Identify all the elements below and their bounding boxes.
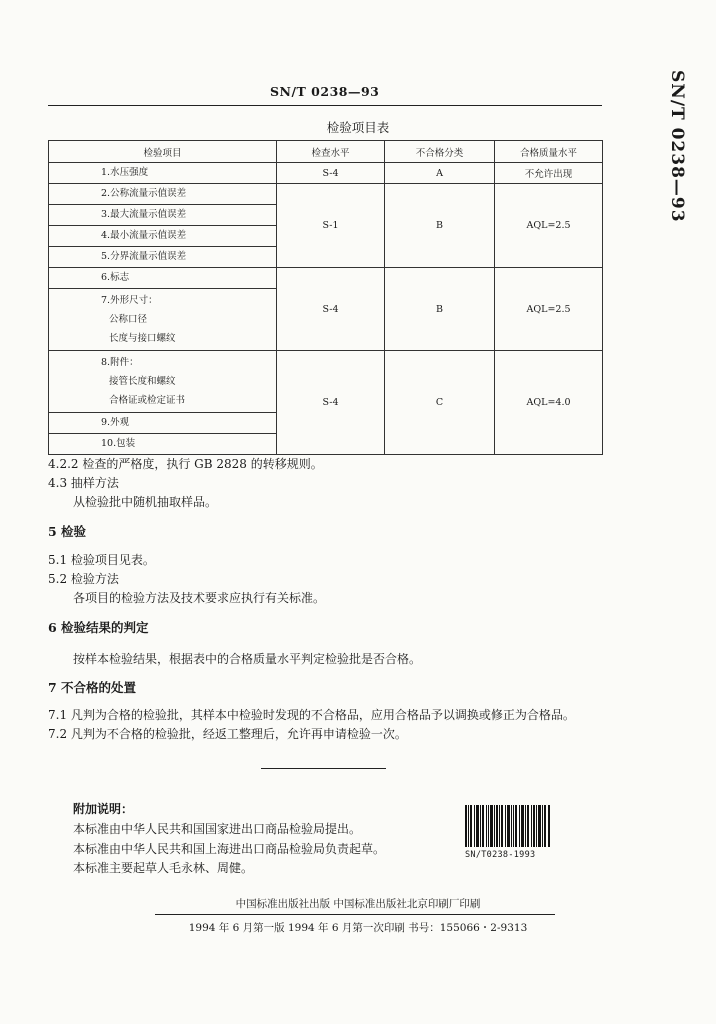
category-cell: B — [385, 268, 495, 351]
item-cell: 1.水压强度 — [49, 163, 277, 184]
category-cell: A — [385, 163, 495, 184]
aql-cell: AQL=2.5 — [495, 268, 603, 351]
item-cell: 6.标志 — [49, 268, 277, 289]
category-cell: C — [385, 351, 495, 455]
column-header: 检查水平 — [277, 141, 385, 163]
aql-cell: AQL=2.5 — [495, 184, 603, 268]
aql-cell: AQL=4.0 — [495, 351, 603, 455]
clause-4-3-heading: 4.3 抽样方法 — [48, 476, 119, 490]
clause-4-2-2: 4.2.2 检查的严格度，执行 GB 2828 的转移规则。 — [48, 457, 323, 471]
clause-5-1: 5.1 检验项目见表。 — [48, 553, 155, 567]
publisher-rule — [155, 914, 555, 915]
item-cell: 9.外观 — [49, 413, 277, 434]
notes-line: 本标准由中华人民共和国国家进出口商品检验局提出。 — [73, 822, 362, 836]
item-cell: 2.公称流量示值误差 — [49, 184, 277, 205]
table-row — [49, 163, 603, 184]
item-subline: 公称口径 — [109, 314, 148, 325]
item-cell: 10.包装 — [49, 434, 277, 455]
item-title: 8.附件： — [101, 357, 139, 368]
column-header: 不合格分类 — [385, 141, 495, 163]
clause-7-2: 7.2 凡判为不合格的检验批，经返工整理后，允许再申请检验一次。 — [48, 727, 407, 741]
barcode-image — [465, 805, 550, 847]
category-cell: B — [385, 184, 495, 268]
level-cell: S-4 — [277, 268, 385, 351]
notes-line: 本标准主要起草人毛永林、周健。 — [73, 861, 254, 875]
section-7-heading: 7 不合格的处置 — [48, 680, 137, 695]
item-cell: 3.最大流量示值误差 — [49, 205, 277, 226]
item-title: 7.外形尺寸： — [101, 295, 158, 306]
barcode-bars — [465, 805, 550, 847]
clause-5-2-text: 各项目的检验方法及技术要求应执行有关标准。 — [73, 591, 326, 605]
section-5-heading: 5 检验 — [48, 524, 87, 539]
level-cell: S-1 — [277, 184, 385, 268]
inspection-items-table — [48, 140, 603, 455]
column-header: 合格质量水平 — [495, 141, 603, 163]
item-subline: 接管长度和螺纹 — [109, 376, 176, 387]
table-caption: 检验项目表 — [326, 120, 390, 135]
table-header-row — [49, 141, 603, 163]
clause-7-1: 7.1 凡判为合格的检验批，其样本中检验时发现的不合格品，应用合格品予以调换或修正为合格品。 — [48, 708, 575, 722]
item-subline: 合格证或检定证书 — [109, 395, 186, 406]
table-row — [49, 184, 603, 205]
edition-line: 1994 年 6 月第一版 1994 年 6 月第一次印刷 书号：155066・2-9313 — [188, 922, 528, 934]
item-cell — [49, 351, 277, 413]
level-cell: S-4 — [277, 351, 385, 455]
level-cell: S-4 — [277, 163, 385, 184]
item-subline: 长度与接口螺纹 — [109, 333, 176, 344]
notes-line: 本标准由中华人民共和国上海进出口商品检验局负责起草。 — [73, 842, 386, 856]
table-row — [49, 351, 603, 413]
end-divider — [261, 768, 386, 769]
item-cell — [49, 289, 277, 351]
publisher-line: 中国标准出版社出版 中国标准出版社北京印刷厂印刷 — [235, 898, 481, 910]
section-6-text: 按样本检验结果，根据表中的合格质量水平判定检验批是否合格。 — [73, 652, 422, 666]
side-standard-code: SN/T 0238—93 — [667, 70, 687, 223]
section-6-heading: 6 检验结果的判定 — [48, 620, 149, 635]
item-cell: 4.最小流量示值误差 — [49, 226, 277, 247]
header-rule — [48, 105, 602, 106]
notes-title: 附加说明： — [73, 802, 134, 816]
header-standard-code: SN/T 0238—93 — [270, 84, 380, 99]
clause-4-3-text: 从检验批中随机抽取样品。 — [73, 495, 218, 509]
table-row — [49, 268, 603, 289]
clause-5-2-heading: 5.2 检验方法 — [48, 572, 119, 586]
barcode-label: SN/T0238-1993 — [465, 850, 536, 860]
item-cell: 5.分界流量示值误差 — [49, 247, 277, 268]
aql-cell: 不允许出现 — [495, 163, 603, 184]
column-header: 检验项目 — [49, 141, 277, 163]
